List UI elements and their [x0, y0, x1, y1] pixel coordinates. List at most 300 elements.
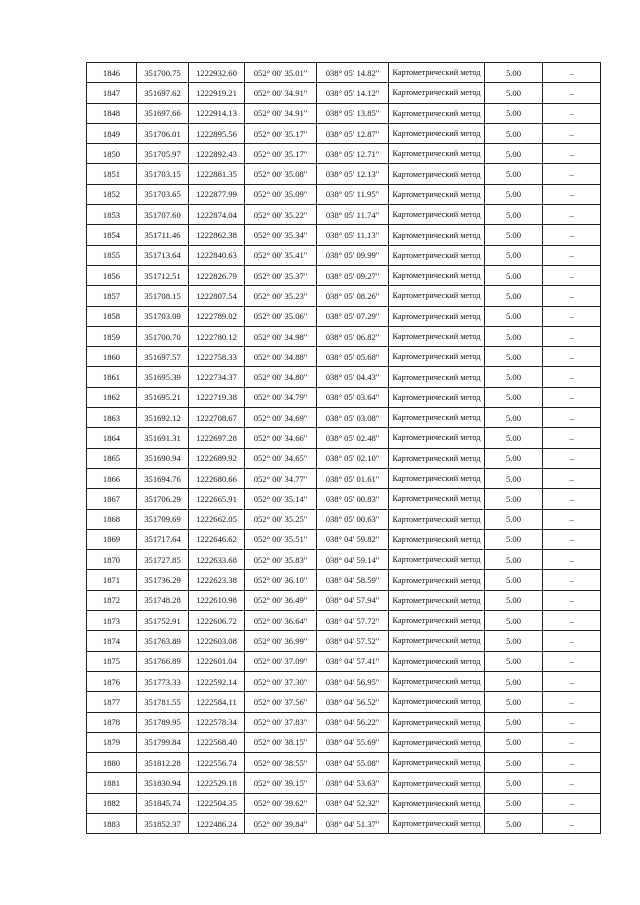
accuracy-cell: 5.00	[485, 144, 543, 164]
accuracy-cell: 5.00	[485, 671, 543, 691]
y-coordinate-cell: 1222665.91	[189, 489, 245, 509]
note-cell: –	[543, 813, 601, 833]
latitude-cell: 052° 00' 35.51"	[245, 529, 317, 549]
point-number-cell: 1850	[87, 144, 137, 164]
table-row	[87, 651, 601, 671]
x-coordinate-cell: 351706.01	[137, 123, 189, 143]
x-coordinate-cell: 351781.55	[137, 692, 189, 712]
table-row	[87, 367, 601, 387]
x-coordinate-cell: 351690.94	[137, 448, 189, 468]
x-coordinate-cell: 351697.62	[137, 83, 189, 103]
longitude-cell: 038° 04' 58.59"	[317, 570, 389, 590]
method-cell: Картометрический метод	[389, 489, 485, 509]
longitude-cell: 038° 05' 14.12"	[317, 83, 389, 103]
longitude-cell: 038° 05' 04.43"	[317, 367, 389, 387]
latitude-cell: 052° 00' 36.99"	[245, 631, 317, 651]
y-coordinate-cell: 1222840.63	[189, 245, 245, 265]
x-coordinate-cell: 351695.39	[137, 367, 189, 387]
point-number-cell: 1879	[87, 732, 137, 752]
method-cell: Картометрический метод	[389, 205, 485, 225]
latitude-cell: 052° 00' 35.37"	[245, 265, 317, 285]
method-cell: Картометрический метод	[389, 793, 485, 813]
y-coordinate-cell: 1222601.04	[189, 651, 245, 671]
note-cell: –	[543, 326, 601, 346]
longitude-cell: 038° 04' 55.69"	[317, 732, 389, 752]
table-row	[87, 570, 601, 590]
y-coordinate-cell: 1222662.05	[189, 509, 245, 529]
accuracy-cell: 5.00	[485, 631, 543, 651]
y-coordinate-cell: 1222789.02	[189, 306, 245, 326]
note-cell: –	[543, 265, 601, 285]
latitude-cell: 052° 00' 35.23"	[245, 286, 317, 306]
x-coordinate-cell: 351845.74	[137, 793, 189, 813]
longitude-cell: 038° 05' 08.26"	[317, 286, 389, 306]
table-row	[87, 753, 601, 773]
table-row	[87, 468, 601, 488]
note-cell: –	[543, 286, 601, 306]
x-coordinate-cell: 351812.28	[137, 753, 189, 773]
longitude-cell: 038° 04' 55.08"	[317, 753, 389, 773]
accuracy-cell: 5.00	[485, 83, 543, 103]
table-row	[87, 590, 601, 610]
latitude-cell: 052° 00' 39.84"	[245, 813, 317, 833]
table-row	[87, 245, 601, 265]
table-row	[87, 550, 601, 570]
point-number-cell: 1861	[87, 367, 137, 387]
point-number-cell: 1853	[87, 205, 137, 225]
longitude-cell: 038° 04' 51.37"	[317, 813, 389, 833]
x-coordinate-cell: 351736.29	[137, 570, 189, 590]
method-cell: Картометрический метод	[389, 448, 485, 468]
x-coordinate-cell: 351752.91	[137, 611, 189, 631]
x-coordinate-cell: 351692.12	[137, 408, 189, 428]
y-coordinate-cell: 1222689.92	[189, 448, 245, 468]
y-coordinate-cell: 1222862.38	[189, 225, 245, 245]
point-number-cell: 1870	[87, 550, 137, 570]
table-row	[87, 732, 601, 752]
point-number-cell: 1855	[87, 245, 137, 265]
point-number-cell: 1871	[87, 570, 137, 590]
point-number-cell: 1866	[87, 468, 137, 488]
accuracy-cell: 5.00	[485, 529, 543, 549]
note-cell: –	[543, 489, 601, 509]
table-row	[87, 813, 601, 833]
x-coordinate-cell: 351713.64	[137, 245, 189, 265]
accuracy-cell: 5.00	[485, 265, 543, 285]
latitude-cell: 052° 00' 35.34"	[245, 225, 317, 245]
method-cell: Картометрический метод	[389, 468, 485, 488]
table-row	[87, 205, 601, 225]
latitude-cell: 052° 00' 34.91"	[245, 103, 317, 123]
table-row	[87, 387, 601, 407]
y-coordinate-cell: 1222592.14	[189, 671, 245, 691]
latitude-cell: 052° 00' 34.98"	[245, 326, 317, 346]
note-cell: –	[543, 408, 601, 428]
table-row	[87, 428, 601, 448]
latitude-cell: 052° 00' 38.55"	[245, 753, 317, 773]
method-cell: Картометрический метод	[389, 408, 485, 428]
note-cell: –	[543, 367, 601, 387]
y-coordinate-cell: 1222826.79	[189, 265, 245, 285]
method-cell: Картометрический метод	[389, 590, 485, 610]
note-cell: –	[543, 164, 601, 184]
latitude-cell: 052° 00' 37.09"	[245, 651, 317, 671]
point-number-cell: 1869	[87, 529, 137, 549]
x-coordinate-cell: 351707.60	[137, 205, 189, 225]
y-coordinate-cell: 1222529.18	[189, 773, 245, 793]
table-row	[87, 286, 601, 306]
method-cell: Картометрический метод	[389, 509, 485, 529]
note-cell: –	[543, 387, 601, 407]
longitude-cell: 038° 05' 12.71"	[317, 144, 389, 164]
point-number-cell: 1873	[87, 611, 137, 631]
longitude-cell: 038° 05' 06.82"	[317, 326, 389, 346]
accuracy-cell: 5.00	[485, 550, 543, 570]
longitude-cell: 038° 05' 03.64"	[317, 387, 389, 407]
point-number-cell: 1864	[87, 428, 137, 448]
x-coordinate-cell: 351709.69	[137, 509, 189, 529]
x-coordinate-cell: 351706.29	[137, 489, 189, 509]
latitude-cell: 052° 00' 34.65"	[245, 448, 317, 468]
y-coordinate-cell: 1222719.38	[189, 387, 245, 407]
accuracy-cell: 5.00	[485, 448, 543, 468]
accuracy-cell: 5.00	[485, 590, 543, 610]
latitude-cell: 052° 00' 36.49"	[245, 590, 317, 610]
y-coordinate-cell: 1222603.08	[189, 631, 245, 651]
point-number-cell: 1859	[87, 326, 137, 346]
y-coordinate-cell: 1222734.37	[189, 367, 245, 387]
point-number-cell: 1856	[87, 265, 137, 285]
y-coordinate-cell: 1222697.28	[189, 428, 245, 448]
longitude-cell: 038° 05' 09.27"	[317, 265, 389, 285]
method-cell: Картометрический метод	[389, 712, 485, 732]
method-cell: Картометрический метод	[389, 550, 485, 570]
note-cell: –	[543, 753, 601, 773]
longitude-cell: 038° 04' 56.95"	[317, 671, 389, 691]
method-cell: Картометрический метод	[389, 387, 485, 407]
longitude-cell: 038° 04' 56.22"	[317, 712, 389, 732]
y-coordinate-cell: 1222807.54	[189, 286, 245, 306]
table-row	[87, 144, 601, 164]
method-cell: Картометрический метод	[389, 570, 485, 590]
latitude-cell: 052° 00' 34.91"	[245, 83, 317, 103]
method-cell: Картометрический метод	[389, 631, 485, 651]
y-coordinate-cell: 1222568.40	[189, 732, 245, 752]
y-coordinate-cell: 1222610.98	[189, 590, 245, 610]
longitude-cell: 038° 04' 53.63"	[317, 773, 389, 793]
x-coordinate-cell: 351717.64	[137, 529, 189, 549]
method-cell: Картометрический метод	[389, 83, 485, 103]
note-cell: –	[543, 671, 601, 691]
longitude-cell: 038° 05' 14.82"	[317, 63, 389, 83]
x-coordinate-cell: 351852.37	[137, 813, 189, 833]
point-number-cell: 1880	[87, 753, 137, 773]
point-number-cell: 1851	[87, 164, 137, 184]
x-coordinate-cell: 351708.15	[137, 286, 189, 306]
accuracy-cell: 5.00	[485, 570, 543, 590]
accuracy-cell: 5.00	[485, 286, 543, 306]
y-coordinate-cell: 1222914.13	[189, 103, 245, 123]
accuracy-cell: 5.00	[485, 205, 543, 225]
table-row	[87, 63, 601, 83]
accuracy-cell: 5.00	[485, 326, 543, 346]
method-cell: Картометрический метод	[389, 63, 485, 83]
point-number-cell: 1881	[87, 773, 137, 793]
longitude-cell: 038° 04' 59.14"	[317, 550, 389, 570]
note-cell: –	[543, 184, 601, 204]
table-row	[87, 489, 601, 509]
point-number-cell: 1867	[87, 489, 137, 509]
latitude-cell: 052° 00' 37.83"	[245, 712, 317, 732]
method-cell: Картометрический метод	[389, 184, 485, 204]
note-cell: –	[543, 205, 601, 225]
x-coordinate-cell: 351691.31	[137, 428, 189, 448]
longitude-cell: 038° 05' 11.95"	[317, 184, 389, 204]
table-row	[87, 123, 601, 143]
accuracy-cell: 5.00	[485, 489, 543, 509]
x-coordinate-cell: 351703.09	[137, 306, 189, 326]
longitude-cell: 038° 05' 02.48"	[317, 428, 389, 448]
point-number-cell: 1863	[87, 408, 137, 428]
accuracy-cell: 5.00	[485, 225, 543, 245]
latitude-cell: 052° 00' 34.77"	[245, 468, 317, 488]
table-row	[87, 529, 601, 549]
y-coordinate-cell: 1222919.21	[189, 83, 245, 103]
accuracy-cell: 5.00	[485, 408, 543, 428]
method-cell: Картометрический метод	[389, 813, 485, 833]
accuracy-cell: 5.00	[485, 773, 543, 793]
table-body	[87, 63, 601, 834]
note-cell: –	[543, 793, 601, 813]
point-number-cell: 1872	[87, 590, 137, 610]
latitude-cell: 052° 00' 34.69"	[245, 408, 317, 428]
point-number-cell: 1847	[87, 83, 137, 103]
longitude-cell: 038° 04' 57.94"	[317, 590, 389, 610]
longitude-cell: 038° 05' 07.29"	[317, 306, 389, 326]
accuracy-cell: 5.00	[485, 813, 543, 833]
method-cell: Картометрический метод	[389, 144, 485, 164]
x-coordinate-cell: 351712.51	[137, 265, 189, 285]
point-number-cell: 1848	[87, 103, 137, 123]
x-coordinate-cell: 351773.33	[137, 671, 189, 691]
method-cell: Картометрический метод	[389, 732, 485, 752]
method-cell: Картометрический метод	[389, 367, 485, 387]
accuracy-cell: 5.00	[485, 367, 543, 387]
point-number-cell: 1882	[87, 793, 137, 813]
note-cell: –	[543, 651, 601, 671]
note-cell: –	[543, 468, 601, 488]
note-cell: –	[543, 225, 601, 245]
table-row	[87, 408, 601, 428]
method-cell: Картометрический метод	[389, 611, 485, 631]
accuracy-cell: 5.00	[485, 651, 543, 671]
y-coordinate-cell: 1222881.35	[189, 164, 245, 184]
y-coordinate-cell: 1222606.72	[189, 611, 245, 631]
latitude-cell: 052° 00' 34.88"	[245, 347, 317, 367]
table-row	[87, 671, 601, 691]
y-coordinate-cell: 1222504.35	[189, 793, 245, 813]
latitude-cell: 052° 00' 34.66"	[245, 428, 317, 448]
table-row	[87, 692, 601, 712]
latitude-cell: 052° 00' 36.10"	[245, 570, 317, 590]
accuracy-cell: 5.00	[485, 712, 543, 732]
note-cell: –	[543, 83, 601, 103]
x-coordinate-cell: 351789.95	[137, 712, 189, 732]
y-coordinate-cell: 1222895.56	[189, 123, 245, 143]
accuracy-cell: 5.00	[485, 509, 543, 529]
method-cell: Картометрический метод	[389, 692, 485, 712]
table-row	[87, 712, 601, 732]
x-coordinate-cell: 351700.70	[137, 326, 189, 346]
note-cell: –	[543, 712, 601, 732]
latitude-cell: 052° 00' 37.56"	[245, 692, 317, 712]
y-coordinate-cell: 1222877.99	[189, 184, 245, 204]
note-cell: –	[543, 306, 601, 326]
note-cell: –	[543, 144, 601, 164]
y-coordinate-cell: 1222874.04	[189, 205, 245, 225]
y-coordinate-cell: 1222578.34	[189, 712, 245, 732]
longitude-cell: 038° 04' 56.52"	[317, 692, 389, 712]
latitude-cell: 052° 00' 35.14"	[245, 489, 317, 509]
point-number-cell: 1876	[87, 671, 137, 691]
method-cell: Картометрический метод	[389, 245, 485, 265]
x-coordinate-cell: 351766.89	[137, 651, 189, 671]
point-number-cell: 1883	[87, 813, 137, 833]
point-number-cell: 1854	[87, 225, 137, 245]
y-coordinate-cell: 1222486.24	[189, 813, 245, 833]
latitude-cell: 052° 00' 35.09"	[245, 184, 317, 204]
table-row	[87, 793, 601, 813]
note-cell: –	[543, 509, 601, 529]
longitude-cell: 038° 05' 13.85"	[317, 103, 389, 123]
table-row	[87, 265, 601, 285]
longitude-cell: 038° 04' 52.32"	[317, 793, 389, 813]
table-row	[87, 347, 601, 367]
accuracy-cell: 5.00	[485, 753, 543, 773]
y-coordinate-cell: 1222892.43	[189, 144, 245, 164]
method-cell: Картометрический метод	[389, 651, 485, 671]
longitude-cell: 038° 04' 57.72"	[317, 611, 389, 631]
longitude-cell: 038° 05' 05.68"	[317, 347, 389, 367]
method-cell: Картометрический метод	[389, 164, 485, 184]
method-cell: Картометрический метод	[389, 529, 485, 549]
note-cell: –	[543, 570, 601, 590]
latitude-cell: 052° 00' 39.62"	[245, 793, 317, 813]
table-row	[87, 448, 601, 468]
note-cell: –	[543, 550, 601, 570]
point-number-cell: 1875	[87, 651, 137, 671]
accuracy-cell: 5.00	[485, 347, 543, 367]
note-cell: –	[543, 448, 601, 468]
y-coordinate-cell: 1222932.60	[189, 63, 245, 83]
accuracy-cell: 5.00	[485, 468, 543, 488]
note-cell: –	[543, 347, 601, 367]
x-coordinate-cell: 351703.65	[137, 184, 189, 204]
latitude-cell: 052° 00' 35.83"	[245, 550, 317, 570]
note-cell: –	[543, 428, 601, 448]
x-coordinate-cell: 351711.46	[137, 225, 189, 245]
accuracy-cell: 5.00	[485, 63, 543, 83]
x-coordinate-cell: 351700.75	[137, 63, 189, 83]
x-coordinate-cell: 351697.66	[137, 103, 189, 123]
longitude-cell: 038° 05' 03.08"	[317, 408, 389, 428]
accuracy-cell: 5.00	[485, 692, 543, 712]
table-row	[87, 773, 601, 793]
latitude-cell: 052° 00' 39.15"	[245, 773, 317, 793]
table-row	[87, 164, 601, 184]
x-coordinate-cell: 351695.21	[137, 387, 189, 407]
latitude-cell: 052° 00' 38.15"	[245, 732, 317, 752]
point-number-cell: 1857	[87, 286, 137, 306]
note-cell: –	[543, 63, 601, 83]
accuracy-cell: 5.00	[485, 387, 543, 407]
latitude-cell: 052° 00' 35.25"	[245, 509, 317, 529]
accuracy-cell: 5.00	[485, 184, 543, 204]
latitude-cell: 052° 00' 36.64"	[245, 611, 317, 631]
method-cell: Картометрический метод	[389, 103, 485, 123]
longitude-cell: 038° 05' 09.99"	[317, 245, 389, 265]
latitude-cell: 052° 00' 35.17"	[245, 123, 317, 143]
longitude-cell: 038° 05' 12.13"	[317, 164, 389, 184]
coordinates-table	[86, 62, 601, 834]
x-coordinate-cell: 351694.76	[137, 468, 189, 488]
latitude-cell: 052° 00' 35.08"	[245, 164, 317, 184]
table-row	[87, 631, 601, 651]
y-coordinate-cell: 1222758.33	[189, 347, 245, 367]
accuracy-cell: 5.00	[485, 428, 543, 448]
point-number-cell: 1852	[87, 184, 137, 204]
latitude-cell: 052° 00' 34.79"	[245, 387, 317, 407]
longitude-cell: 038° 04' 59.82"	[317, 529, 389, 549]
note-cell: –	[543, 732, 601, 752]
longitude-cell: 038° 05' 00.83"	[317, 489, 389, 509]
latitude-cell: 052° 00' 35.22"	[245, 205, 317, 225]
table-row	[87, 326, 601, 346]
latitude-cell: 052° 00' 35.01"	[245, 63, 317, 83]
accuracy-cell: 5.00	[485, 103, 543, 123]
method-cell: Картометрический метод	[389, 671, 485, 691]
method-cell: Картометрический метод	[389, 306, 485, 326]
longitude-cell: 038° 05' 11.13"	[317, 225, 389, 245]
accuracy-cell: 5.00	[485, 611, 543, 631]
longitude-cell: 038° 05' 01.61"	[317, 468, 389, 488]
table-row	[87, 306, 601, 326]
y-coordinate-cell: 1222680.66	[189, 468, 245, 488]
x-coordinate-cell: 351697.57	[137, 347, 189, 367]
x-coordinate-cell: 351763.89	[137, 631, 189, 651]
table-row	[87, 225, 601, 245]
y-coordinate-cell: 1222780.12	[189, 326, 245, 346]
note-cell: –	[543, 590, 601, 610]
accuracy-cell: 5.00	[485, 245, 543, 265]
method-cell: Картометрический метод	[389, 326, 485, 346]
x-coordinate-cell: 351703.15	[137, 164, 189, 184]
method-cell: Картометрический метод	[389, 286, 485, 306]
y-coordinate-cell: 1222623.38	[189, 570, 245, 590]
latitude-cell: 052° 00' 35.17"	[245, 144, 317, 164]
table-row	[87, 103, 601, 123]
note-cell: –	[543, 631, 601, 651]
longitude-cell: 038° 04' 57.52"	[317, 631, 389, 651]
method-cell: Картометрический метод	[389, 347, 485, 367]
point-number-cell: 1860	[87, 347, 137, 367]
x-coordinate-cell: 351705.97	[137, 144, 189, 164]
accuracy-cell: 5.00	[485, 306, 543, 326]
accuracy-cell: 5.00	[485, 793, 543, 813]
latitude-cell: 052° 00' 37.30"	[245, 671, 317, 691]
table-row	[87, 184, 601, 204]
point-number-cell: 1878	[87, 712, 137, 732]
